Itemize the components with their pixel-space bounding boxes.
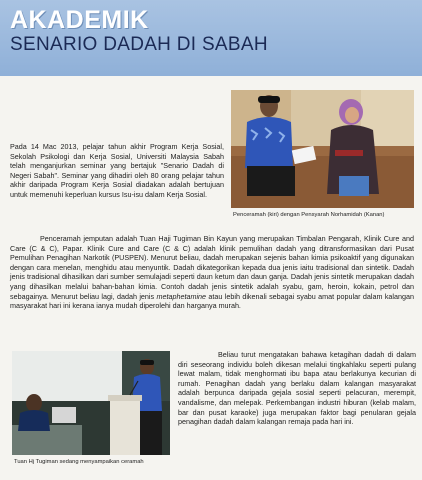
paragraph-speaker: [10, 234, 414, 311]
photo-speaker-and-lecturer-image: [231, 90, 414, 208]
paragraph-addiction: Beliau turut mengatakan bahawa ketagihan dadah di dalam diri seseorang individu boleh dikesan melalui tingkahlaku seperti pulang lewat malam, tidak menghormati ibu bapa atau berlakunya kecurian di rumah. Penagihan dadah yang berlaku dalam kalangan masyarakat adalah berpunca daripada gejala sosial seperti pelacuran, merempit, vandalisme, dan melepak. Perkembangan industri hiburan (kelab malam, bar dan pusat karaoke) juga merupakan faktor bagi penularan gejala penagihan dadah dalam kalangan remaja pada hari ini.: [178, 350, 416, 427]
article-title: SENARIO DADAH DI SABAH: [10, 34, 268, 55]
photo-speaker-at-podium: [12, 351, 170, 455]
article-header: [0, 0, 422, 76]
photo1-caption: Penceramah (kiri) dengan Pensyarah Norhamidah (Kanan): [233, 212, 385, 218]
photo2-caption: Tuan Hj Tugiman sedang menyampaikan ceramah: [14, 459, 144, 465]
paragraph-speaker-text-end: atau lebih dikenali sebagai syabu amat popular dalam kalangan masyarakat hari ini kerana ianya mudah diperolehi dan harganya murah.: [10, 291, 414, 311]
photo-speaker-and-lecturer: [231, 90, 414, 208]
photo-speaker-at-podium-image: [12, 351, 170, 455]
section-title: AKADEMIK: [10, 6, 149, 34]
paragraph-speaker-text: Penceramah jemputan adalah Tuan Haji Tugiman Bin Kayun yang merupakan Timbalan Pengarah, Klinik Cure and Care (C & C), Papar. Klinik Cure and Care (C & C) adalah klinik pemulihan dadah yang ditransformasikan dari Pusat Pemulihan Penagihan Narkotik (PUSPEN). Menurut beliau, dadah merupakan sejenis bahan kimia psikoaktif yang digunakan dengan cara menelan, menghidu atau menyuntik. Dadah dikategorikan kepada dua jenis iaitu tradisional dan sintetik. Dadah jenis tradisional dihasilkan dari sumber semulajadi seperti daun ketum dan daun ganja. Dadah jenis sintetik merupakan dadah yang dihasilkan melalui bahan-bahan kimia. Contoh dadah jenis sintetik adalah syabu, gam, heroin, kokain, petrol dan sebagainya. Menurut beliau lagi, dadah jenis: [10, 234, 414, 301]
paragraph-intro: Pada 14 Mac 2013, pelajar tahun akhir Program Kerja Sosial, Sekolah Psikologi dan Kerja Sosial, Universiti Malaysia Sabah telah menganjurkan seminar yang bertajuk "Senario Dadah di Negeri Sabah". Seminar yang dihadiri oleh 80 orang pelajar tahun akhir daripada Program Kerja Sosial diadakan adalah bertujuan untuk memenuhi keperluan kursus Isu-isu dalam Kerja Sosial.: [10, 142, 224, 199]
paragraph-speaker-italic: metaphetamine: [156, 291, 207, 301]
